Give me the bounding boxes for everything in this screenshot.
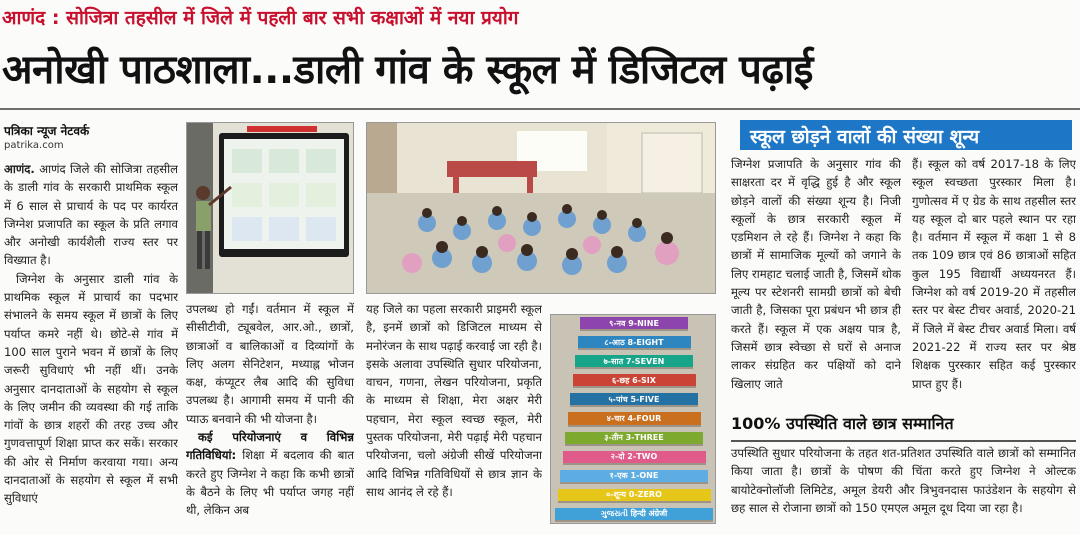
kicker-text: सोजित्रा तहसील में जिले में पहली बार सभी कक्षाओं में नया प्रयोग [66,7,519,29]
smartboard-photo [186,122,354,294]
headline: अनोखी पाठशाला...डाली गांव के स्कूल में डिजिटल पढ़ाई [2,47,813,93]
sidebar-column-b [912,155,1076,405]
sidebar-title: स्कूल छोड़ने वालों की संख्या शून्य [740,120,1072,150]
stairs-photo [550,314,716,524]
stair-step: ४-चार 4-FOUR [568,412,701,426]
stair-step: ७-सात 7-SEVEN [575,355,693,369]
col2-subhead: कई परियोजनाएं व विभिन्न गतिविधियां: [186,430,354,463]
col3-paragraph-1: यह जिले का पहला सरकारी प्राइमरी स्कूल है, इनमें छात्रों को डिजिटल माध्यम से मनोरंजन के साथ पढ़ाई करवाई जा रही है। इसके अलावा उपस्थिति सुधार परियोजना, वाचन, गणना, लेखन परियोजना, प्रकृति के माध्यम से शिक्षा, मेरा अक्षर मेरी पहचान, मेरा स्कूल स्वच्छ स्कूल, मेरी पुस्तक परियोजना, मेरी पढ़ाई मेरी पहचान परियोजना, चलो अंग्रेजी सीखें परियोजना आदि विभिन्न गतिविधियों से छात्र ज्ञान के साथ आनंद ले रहे हैं। [366,302,542,499]
stair-step: १-एक 1-ONE [560,470,708,484]
classroom-photo [366,122,716,294]
section2-text-block [731,444,1076,534]
kicker [2,4,1078,34]
article-column-3 [366,300,542,532]
classroom-illustration [367,123,716,294]
section2-rule [731,440,1076,442]
stair-step: ६-छह 6-SIX [573,374,696,388]
article-column-1 [4,160,178,532]
section2-title: 100% उपस्थिति वाले छात्र सम्मानित [731,414,954,433]
headline-rule [0,108,1080,110]
article-column-2 [186,300,354,532]
stair-step: ગુજરાતી हिन्दी अंग्रेजी [555,508,713,522]
sidebar-column-a [731,155,901,405]
dateline: आणंद. [4,162,35,176]
sidebar-text-b: हैं। स्कूल को वर्ष 2017-18 के लिए स्कूल स्वच्छता पुरस्कार मिला है। गुणोत्सव में ए ग्रेड के साथ तहसील स्तर यह स्कूल दो बार पहले स्थान पर रहा है। वर्तमान में स्कूल में कक्षा 1 से 8 तक 109 छात्र एवं 86 छात्राओं सहित कुल 195 विद्यार्थी अध्ययनरत हैं। जिग्नेश को वर्ष 2019-20 में तहसील स्तर पर बेस्ट टीचर अवार्ड, 2020-21 में जिले में बेस्ट टीचर अवार्ड मिला। वर्ष 2021-22 में राज्य स्तर पर श्रेष्ठ शिक्षक पुरस्कार सहित कई पुरस्कार प्राप्त हुए हैं। [912,157,1076,391]
smartboard-illustration [187,123,354,294]
stair-step: ३-तीन 3-THREE [565,432,703,446]
sidebar-text-a: जिग्नेश प्रजापति के अनुसार गांव की साक्षरता दर में वृद्धि हुई है और स्कूल छोड़ने वालों की संख्या शून्य है। निजी स्कूलों के छात्र सरकारी स्कूल में एडमिशन ले रहे हैं। जिग्नेश ने कहा कि छात्रों में सामाजिक मूल्यों को जगाने के लिए रामहाट चलाई जाती है, जिसमें थोक मूल्य पर स्टेशनरी सामग्री छात्रों को बेची जाती है, जिसका पूरा प्रबंधन भी छात्र ही करते हैं। स्कूल में एक अक्षय पात्र है, जिसमें छात्र स्वेच्छा से घरों से अनाज लाकर संग्रहित कर पक्षियों को दाने खिलाए जाते [731,157,901,391]
site-url: patrika.com [4,140,64,151]
byline: पत्रिका न्यूज नेटवर्क [4,124,90,138]
col2-paragraph-1: उपलब्ध हो गईं। वर्तमान में स्कूल में सीसीटीवी, ट्यूबवेल, आर.ओ., छात्रों, छात्राओं व बालिकाओं व दिव्यांगों के लिए अलग सेनिटेशन, मध्याह्न भोजन कक्ष, कंप्यूटर लैब आदि की सुविधा उपलब्ध है। आगामी समय में पानी की प्याऊ बनवाने की भी योजना है। [186,302,354,426]
stair-step: ०-शून्य 0-ZERO [558,489,711,503]
stair-step: ५-पांच 5-FIVE [570,393,698,407]
col1-paragraph-2: जिग्नेश के अनुसार डाली गांव के प्राथमिक स्कूल में प्राचार्य का पदभार संभालने के समय स्कूल में छात्रों के लिए पर्याप्त कमरे नहीं थे। छोटे-से गांव में 100 साल पुराने भवन में छात्रों के लिए जरूरी सुविधाएं भी नहीं थीं। उनके अनुसार दानदाताओं के सहयोग से स्कूल के लिए जमीन की व्यवस्था की गई ताकि गांवों के छात्र शहरों की तरह उच्च और गुणवत्तापूर्ण शिक्षा प्राप्त कर सकें। सरकार की ओर से निर्माण करवाया गया। अन्य दानदाताओं के सहयोग से स्कूल में सभी सुविधाएं [4,271,178,506]
stairs-steps [551,315,716,524]
stair-step: ८-आठ 8-EIGHT [578,336,691,350]
col2-paragraph-2: शिक्षा में बदलाव की बात करते हुए जिग्नेश ने कहा कि कभी छात्रों के बैठने के लिए भी पर्याप्त जगह नहीं थी, लेकिन अब [186,448,354,518]
section2-text: उपस्थिति सुधार परियोजना के तहत शत-प्रतिशत उपस्थिति वाले छात्रों को सम्मानित किया जाता है। छात्रों के पोषण की चिंता करते हुए जिग्नेश ने ओल्टक बायोटेक्नोलॉजी लिमिटेड, अमूल डेयरी और त्रिभुवनदास फाउंडेशन के सहयोग से छह साल से रोजाना छात्रों को 150 एमएल अमूल दूध दिया जा रहा है। [731,446,1076,515]
stair-step: २-दो 2-TWO [563,451,706,465]
col1-paragraph-1: आणंद जिले की सोजित्रा तहसील के डाली गांव के सरकारी प्राथमिक स्कूल में 6 साल से प्राचार्य के पद पर कार्यरत जिग्नेश प्रजापति का स्कूल के प्रति लगाव और अनोखी कार्यशैली राज्य स्तर पर विख्यात है। [4,162,178,268]
kicker-place: आणंद : [2,7,60,29]
stair-step: ९-नव 9-NINE [580,317,688,331]
